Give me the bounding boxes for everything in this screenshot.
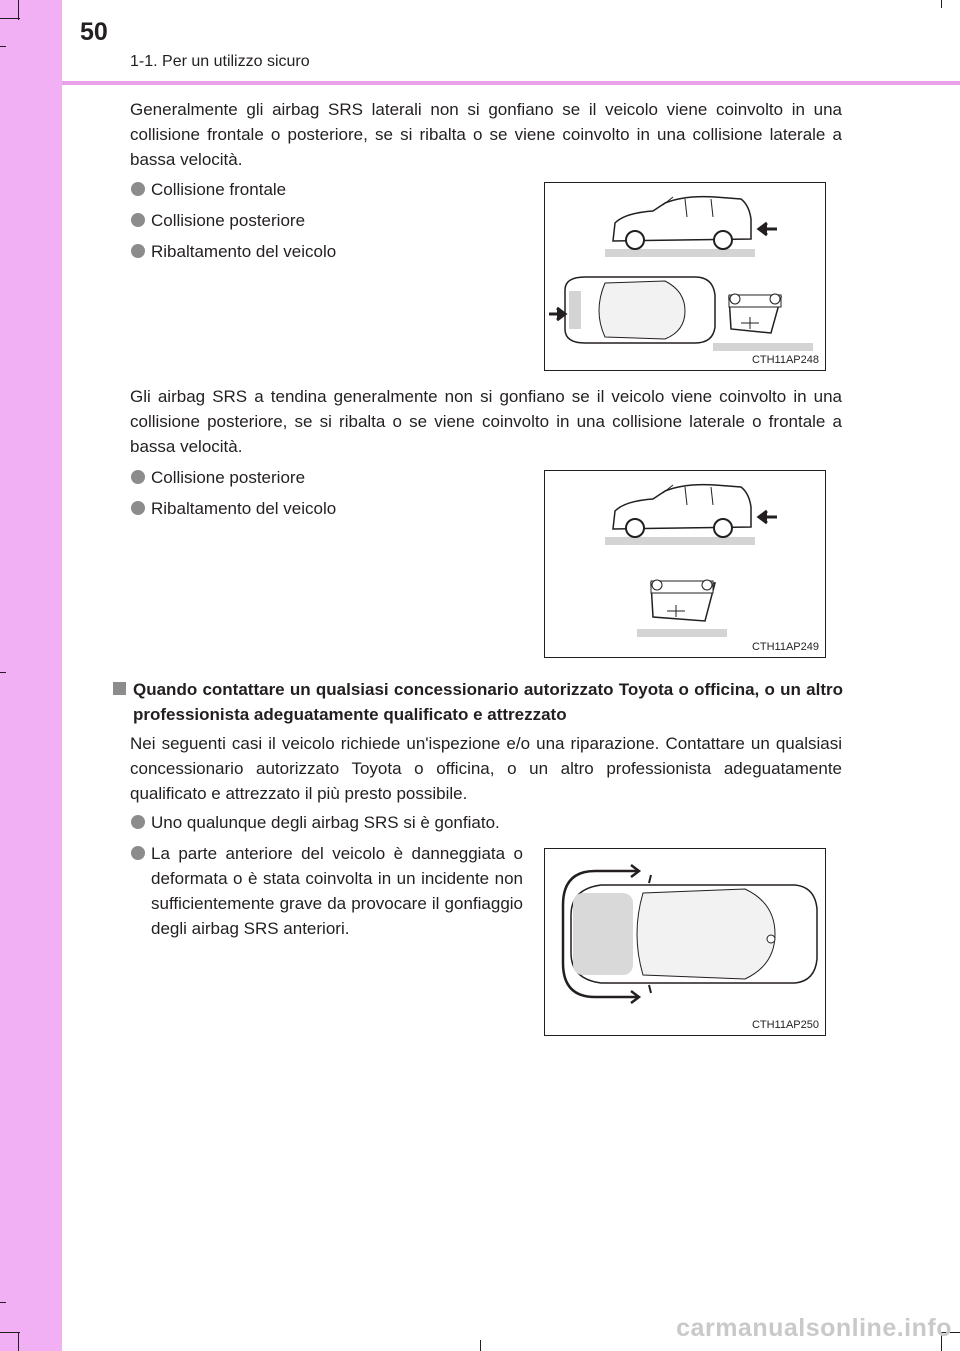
contact-paragraph: Nei seguenti casi il veicolo richiede un'ispezione e/o una riparazione. Contattare un qualsiasi concessionario autorizzato Toyota o officina, o un altro professionista adeguatamente qualificato e attrezzato il più presto possibile. — [130, 734, 842, 803]
figure-code: CTH11AP248 — [751, 354, 819, 366]
bullet-label: Collisione frontale — [151, 180, 287, 199]
crop-mark — [0, 1332, 20, 1333]
crop-mark — [941, 0, 942, 8]
bullet-item — [131, 208, 305, 233]
heading-square-icon — [113, 682, 126, 695]
bullet-label: Ribaltamento del veicolo — [151, 499, 337, 518]
bullet-item — [131, 841, 523, 941]
crop-mark — [0, 1302, 6, 1303]
bullet-icon — [131, 213, 145, 227]
bullet-label: Collisione posteriore — [151, 211, 306, 230]
figure-front-damage — [544, 848, 826, 1036]
bullet-icon — [131, 815, 145, 829]
car-collision-illustration — [545, 471, 825, 657]
curtain-airbag-paragraph: Gli airbag SRS a tendina generalmente non si gonfiano se il veicolo viene coinvolto in una collisione posteriore, se si ribalta o se viene coinvolto in una collisione laterale o frontale a bassa velocità. — [130, 387, 842, 456]
bullet-icon — [131, 244, 145, 258]
page-sidebar-tab — [0, 0, 62, 1351]
bullet-label: La parte anteriore del veicolo è danneggiata o deformata o è stata coinvolta in un incidente non sufficientemente grave da provocare il gonfiaggio degli airbag SRS anteriori. — [151, 844, 523, 938]
section-title: 1-1. Per un utilizzo sicuro — [130, 53, 310, 70]
figure-curtain-airbag-collisions — [544, 470, 826, 658]
side-airbag-paragraph: Generalmente gli airbag SRS laterali non si gonfiano se il veicolo viene coinvolto in una collisione frontale o posteriore, se si ribalta o se viene coinvolto in una collisione laterale a bassa velocità. — [130, 100, 842, 169]
bullet-item — [131, 177, 286, 202]
header-rule — [62, 81, 960, 85]
figure-code: CTH11AP249 — [751, 641, 819, 653]
car-top-view-illustration — [545, 849, 825, 1035]
crop-mark — [0, 18, 20, 19]
crop-mark — [0, 46, 6, 47]
crop-mark — [18, 0, 19, 20]
heading-text: Quando contattare un qualsiasi concessionario autorizzato Toyota o officina, o un altro professionista adeguatamente qualificato e attrezzato — [133, 680, 843, 724]
bullet-icon — [131, 501, 145, 515]
bullet-label: Collisione posteriore — [151, 468, 306, 487]
figure-side-airbag-collisions — [544, 182, 826, 371]
watermark-text: carmanualsonline.info — [676, 1314, 952, 1342]
bullet-icon — [131, 846, 145, 860]
section-heading — [113, 677, 843, 727]
bullet-item — [131, 810, 500, 835]
bullet-label: Ribaltamento del veicolo — [151, 242, 337, 261]
crop-mark — [480, 1340, 481, 1351]
page-number: 50 — [80, 18, 108, 46]
figure-code: CTH11AP250 — [751, 1019, 819, 1031]
bullet-item — [131, 465, 305, 490]
crop-mark — [18, 1332, 19, 1351]
bullet-icon — [131, 470, 145, 484]
bullet-item — [131, 239, 336, 264]
bullet-item — [131, 496, 336, 521]
bullet-label: Uno qualunque degli airbag SRS si è gonfiato. — [151, 813, 500, 832]
bullet-icon — [131, 182, 145, 196]
car-collision-illustration — [545, 183, 825, 370]
crop-mark — [0, 672, 6, 673]
